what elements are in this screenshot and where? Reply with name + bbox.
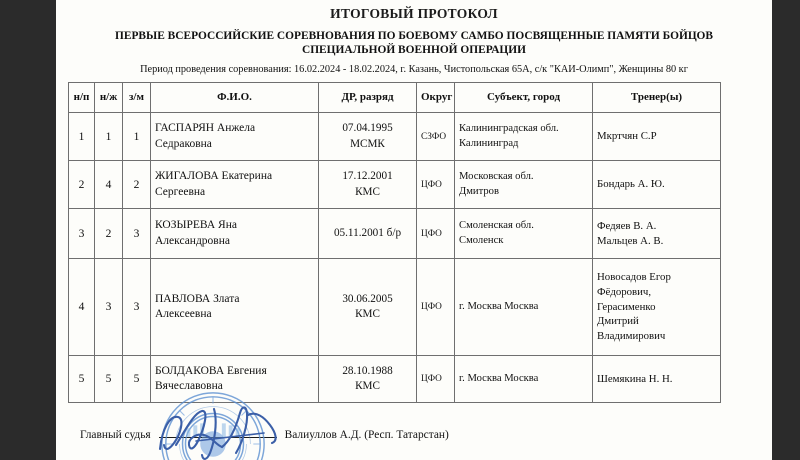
column-header-subject: Субъект, город [455, 83, 593, 113]
table-row [69, 113, 721, 161]
results-table-wrapper [62, 82, 766, 403]
handwritten-signature [152, 395, 292, 460]
cell-trainer-line-2: Мальцев А. В. [597, 234, 664, 247]
cell-subject [455, 356, 593, 403]
cell-trainer-line-1: Новосадов Егор [597, 270, 671, 283]
cell-trainer-line-2: Фёдорович, [597, 285, 652, 298]
cell-trainer [593, 209, 721, 259]
cell-dr-date: 30.06.2005 [342, 292, 393, 305]
column-header-trainer: Тренер(ы) [593, 83, 721, 113]
cell-dr-rank: КМС [355, 185, 380, 198]
cell-dr [319, 259, 417, 356]
cell-fio [151, 259, 319, 356]
results-table [68, 82, 721, 403]
chief-judge-name: Валиуллов А.Д. (Респ. Татарстан) [284, 429, 449, 442]
document-subtitle [70, 29, 758, 58]
table-row [69, 356, 721, 403]
cell-subject-line-1: Московская обл. [459, 171, 534, 183]
cell-dr-date: 07.04.1995 [342, 122, 393, 135]
cell-zm: 3 [123, 259, 151, 356]
cell-nzh: 4 [95, 161, 123, 209]
cell-fio [151, 161, 319, 209]
cell-dr [319, 161, 417, 209]
cell-subject [455, 113, 593, 161]
cell-subject [455, 161, 593, 209]
cell-trainer-line-4: Дмитрий [597, 315, 639, 328]
cell-dr-date: 17.12.2001 [342, 170, 393, 183]
cell-okrug: ЦФО [417, 356, 455, 403]
cell-dr [319, 113, 417, 161]
cell-subject-line-2: Калининград [459, 137, 519, 149]
letterbox-left [0, 0, 56, 460]
cell-trainer [593, 161, 721, 209]
cell-fio [151, 209, 319, 259]
cell-trainer-line-1: Бондарь А. Ю. [597, 178, 665, 191]
cell-okrug: ЦФО [417, 161, 455, 209]
table-header-row [69, 83, 721, 113]
cell-trainer-line-1: Шемякина Н. Н. [597, 372, 673, 385]
cell-trainer-line-5: Владимирович [597, 330, 666, 343]
cell-dr-rank: КМС [355, 380, 380, 393]
cell-nzh: 3 [95, 259, 123, 356]
cell-zm: 2 [123, 161, 151, 209]
column-header-nzh: н/ж [95, 83, 123, 113]
table-row [69, 161, 721, 209]
cell-fio-line-1: ПАВЛОВА Злата [155, 292, 240, 305]
column-header-zm: з/м [123, 83, 151, 113]
cell-fio-line-1: ГАСПАРЯН Анжела [155, 122, 256, 135]
cell-trainer-line-3: Герасименко [597, 300, 656, 313]
letterbox-right [772, 0, 800, 460]
cell-trainer [593, 113, 721, 161]
cell-nzh: 5 [95, 356, 123, 403]
table-row [69, 259, 721, 356]
cell-subject-line-1: г. Москва Москва [459, 300, 539, 312]
cell-dr-rank: МСМК [350, 137, 385, 150]
column-header-okrug: Округ [417, 83, 455, 113]
cell-zm: 1 [123, 113, 151, 161]
cell-fio-line-1: ЖИГАЛОВА Екатерина [155, 170, 273, 183]
column-header-np: н/п [69, 83, 95, 113]
cell-np: 1 [69, 113, 95, 161]
cell-fio [151, 356, 319, 403]
document-page [56, 0, 772, 460]
cell-np: 5 [69, 356, 95, 403]
page-title: ИТОГОВЫЙ ПРОТОКОЛ [330, 6, 498, 21]
cell-fio [151, 113, 319, 161]
cell-okrug: ЦФО [417, 259, 455, 356]
cell-trainer [593, 259, 721, 356]
table-row [69, 209, 721, 259]
cell-np: 4 [69, 259, 95, 356]
cell-subject-line-1: г. Москва Москва [459, 372, 539, 384]
cell-fio-line-1: БОЛДАКОВА Евгения [155, 364, 267, 377]
document-subtitle-line-2: СПЕЦИАЛЬНОЙ ВОЕННОЙ ОПЕРАЦИИ [301, 44, 527, 57]
cell-np: 2 [69, 161, 95, 209]
cell-trainer-line-1: Федяев В. А. [597, 219, 657, 232]
cell-nzh: 2 [95, 209, 123, 259]
signature-block [56, 429, 772, 441]
cell-fio-line-2: Алексеевна [155, 308, 212, 321]
signature-line [159, 436, 277, 438]
cell-okrug: СЗФО [417, 113, 455, 161]
cell-subject-line-1: Калининградская обл. [459, 123, 559, 135]
column-header-dr: ДР, разряд [319, 83, 417, 113]
cell-zm: 5 [123, 356, 151, 403]
document-subtitle-line-1: ПЕРВЫЕ ВСЕРОССИЙСКИЕ СОРЕВНОВАНИЯ ПО БОЕВОМУ САМБО ПОСВЯЩЕННЫЕ ПАМЯТИ БОЙЦОВ [115, 30, 713, 43]
cell-trainer-line-1: Мкртчян С.Р [597, 130, 657, 143]
chief-judge-label: Главный судья [80, 429, 151, 442]
cell-okrug: ЦФО [417, 209, 455, 259]
cell-dr [319, 356, 417, 403]
cell-fio-line-2: Александровна [155, 234, 230, 247]
cell-subject-line-2: Смоленск [459, 234, 504, 246]
cell-trainer [593, 356, 721, 403]
cell-fio-line-2: Вячеславовна [155, 380, 223, 393]
cell-zm: 3 [123, 209, 151, 259]
cell-dr-date: 28.10.1988 [342, 364, 393, 377]
cell-subject-line-1: Смоленская обл. [459, 220, 534, 232]
cell-subject [455, 209, 593, 259]
competition-period: Период проведения соревнования: 16.02.2024 - 18.02.2024, г. Казань, Чистопольская 65А, с/к "КАИ-Олимп", Женщины 80 кг [140, 63, 688, 75]
cell-subject [455, 259, 593, 356]
cell-np: 3 [69, 209, 95, 259]
cell-dr-date-rank: 05.11.2001 б/р [333, 226, 402, 239]
cell-fio-line-2: Седраковна [155, 137, 212, 150]
column-header-fio: Ф.И.О. [151, 83, 319, 113]
cell-fio-line-2: Сергеевна [155, 185, 206, 198]
cell-dr-rank: КМС [355, 308, 380, 321]
cell-subject-line-2: Дмитров [459, 185, 499, 197]
cell-dr [319, 209, 417, 259]
cell-nzh: 1 [95, 113, 123, 161]
cell-fio-line-1: КОЗЫРЕВА Яна [155, 219, 237, 232]
